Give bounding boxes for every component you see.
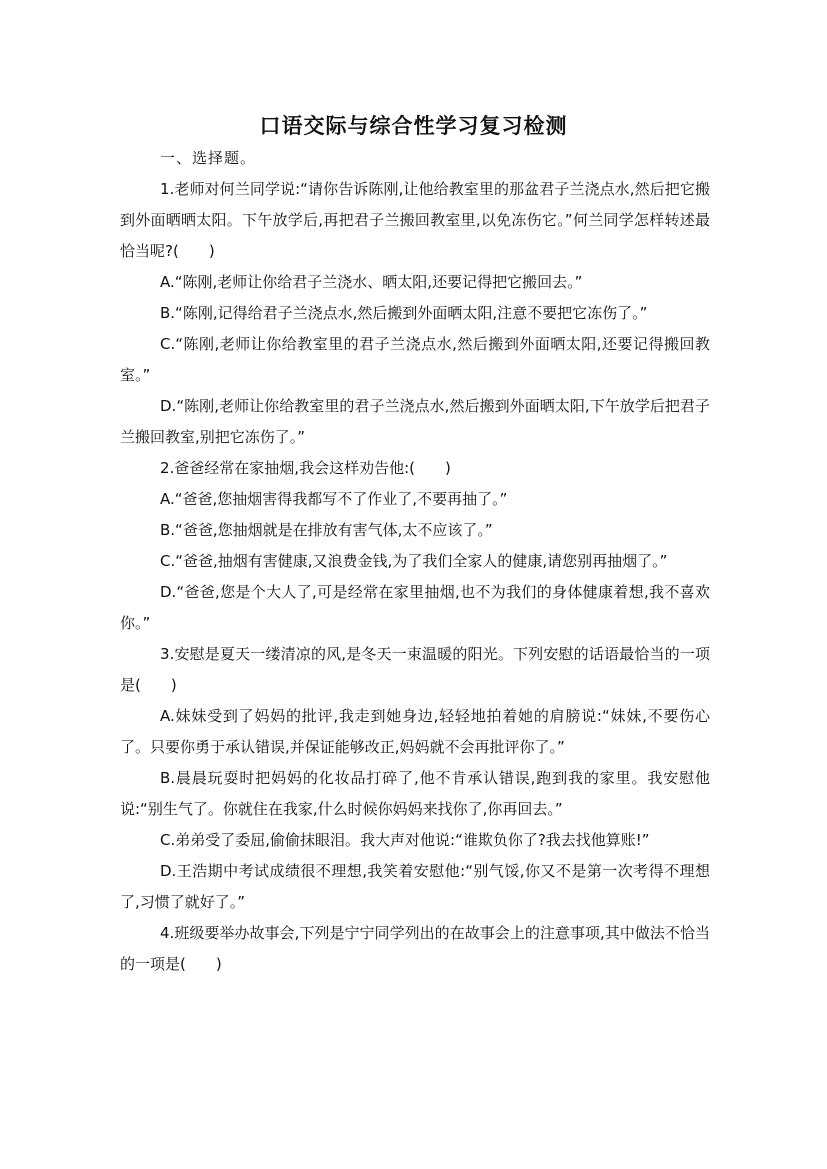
question-3-stem: 3.安慰是夏天一缕清凉的风,是冬天一束温暖的阳光。下列安慰的话语最恰当的一项是( ) [120, 645, 710, 694]
question-4-stem: 4.班级要举办故事会,下列是宁宁同学列出的在故事会上的注意事项,其中做法不恰当的一项是( ) [120, 924, 710, 973]
question-2-stem: 2.爸爸经常在家抽烟,我会这样劝告他:( ) [160, 459, 451, 477]
document-title: 口语交际与综合性学习复习检测 [259, 113, 568, 138]
question-2-option-c: C.“爸爸,抽烟有害健康,又浪费金钱,为了我们全家人的健康,请您别再抽烟了。” [160, 552, 668, 570]
question-2-option-d: D.“爸爸,您是个大人了,可是经常在家里抽烟,也不为我们的身体健康着想,我不喜欢你。” [120, 583, 710, 632]
question-1-stem: 1.老师对何兰同学说:“请你告诉陈刚,让他给教室里的那盆君子兰浇点水,然后把它搬到外面晒晒太阳。下午放学后,再把君子兰搬回教室里,以免冻伤它。”何兰同学怎样转述最恰当呢?( ) [120, 180, 710, 260]
question-1-option-c: C.“陈刚,老师让你给教室里的君子兰浇点水,然后搬到外面晒太阳,还要记得搬回教室。” [120, 335, 710, 384]
question-3-option-a: A.妹妹受到了妈妈的批评,我走到她身边,轻轻地拍着她的肩膀说:“妹妹,不要伤心了。只要你勇于承认错误,并保证能够改正,妈妈就不会再批评你了。” [120, 707, 710, 756]
question-1-option-a: A.“陈刚,老师让你给君子兰浇水、晒太阳,还要记得把它搬回去。” [160, 273, 583, 291]
question-3-option-c: C.弟弟受了委屈,偷偷抹眼泪。我大声对他说:“谁欺负你了?我去找他算账!” [160, 831, 650, 849]
question-1-option-d: D.“陈刚,老师让你给教室里的君子兰浇点水,然后搬到外面晒太阳,下午放学后把君子兰搬回教室,别把它冻伤了。” [120, 397, 710, 446]
document-body [120, 143, 710, 980]
question-1-option-b: B.“陈刚,记得给君子兰浇点水,然后搬到外面晒太阳,注意不要把它冻伤了。” [160, 304, 648, 322]
question-3-option-b: B.晨晨玩耍时把妈妈的化妆品打碎了,他不肯承认错误,跑到我的家里。我安慰他说:“别生气了。你就住在我家,什么时候你妈妈来找你了,你再回去。” [120, 769, 710, 818]
question-2-option-a: A.“爸爸,您抽烟害得我都写不了作业了,不要再抽了。” [160, 490, 508, 508]
question-2-option-b: B.“爸爸,您抽烟就是在排放有害气体,太不应该了。” [160, 521, 493, 539]
question-3-option-d: D.王浩期中考试成绩很不理想,我笑着安慰他:“别气馁,你又不是第一次考得不理想了,习惯了就好了。” [120, 862, 710, 911]
section-heading: 一、选择题。 [160, 149, 257, 167]
